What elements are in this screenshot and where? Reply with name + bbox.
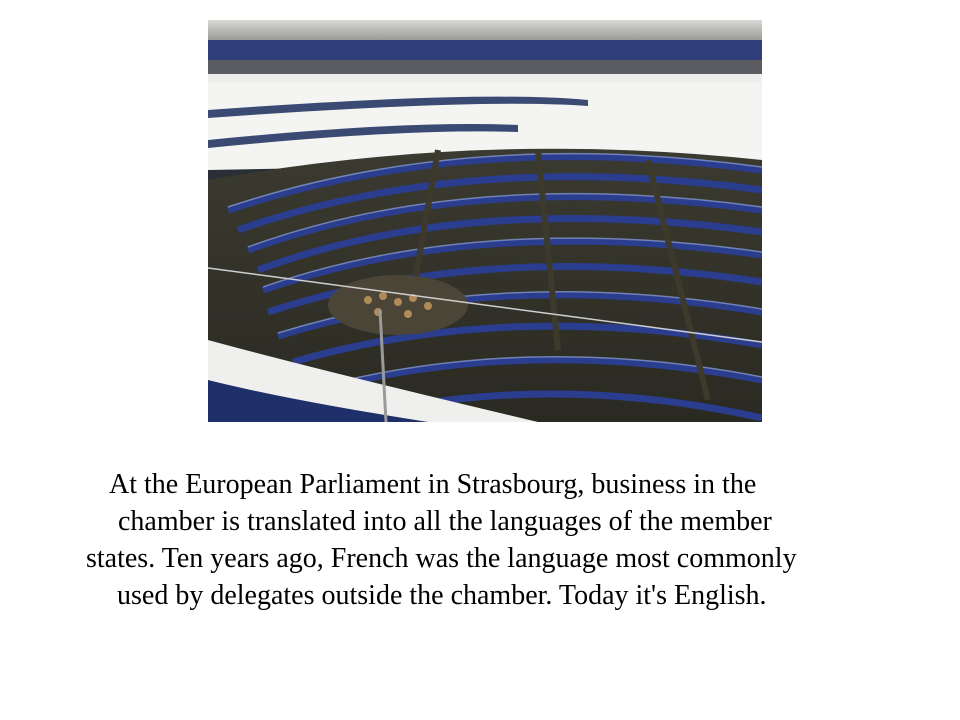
caption-line-3: states. Ten years ago, French was the language most commonly	[86, 543, 797, 574]
ceiling	[208, 20, 762, 40]
gallery-rail	[208, 74, 762, 82]
caption-line-1: At the European Parliament in Strasbourg, business in the	[109, 469, 757, 500]
chamber-illustration	[208, 20, 762, 422]
caption-line-4: used by delegates outside the chamber. Today it's English.	[117, 580, 767, 611]
caption	[80, 466, 910, 614]
parliament-chamber-photo	[208, 20, 762, 422]
caption-line-2: chamber is translated into all the languages of the member	[118, 506, 772, 537]
gallery-audience	[208, 60, 762, 74]
